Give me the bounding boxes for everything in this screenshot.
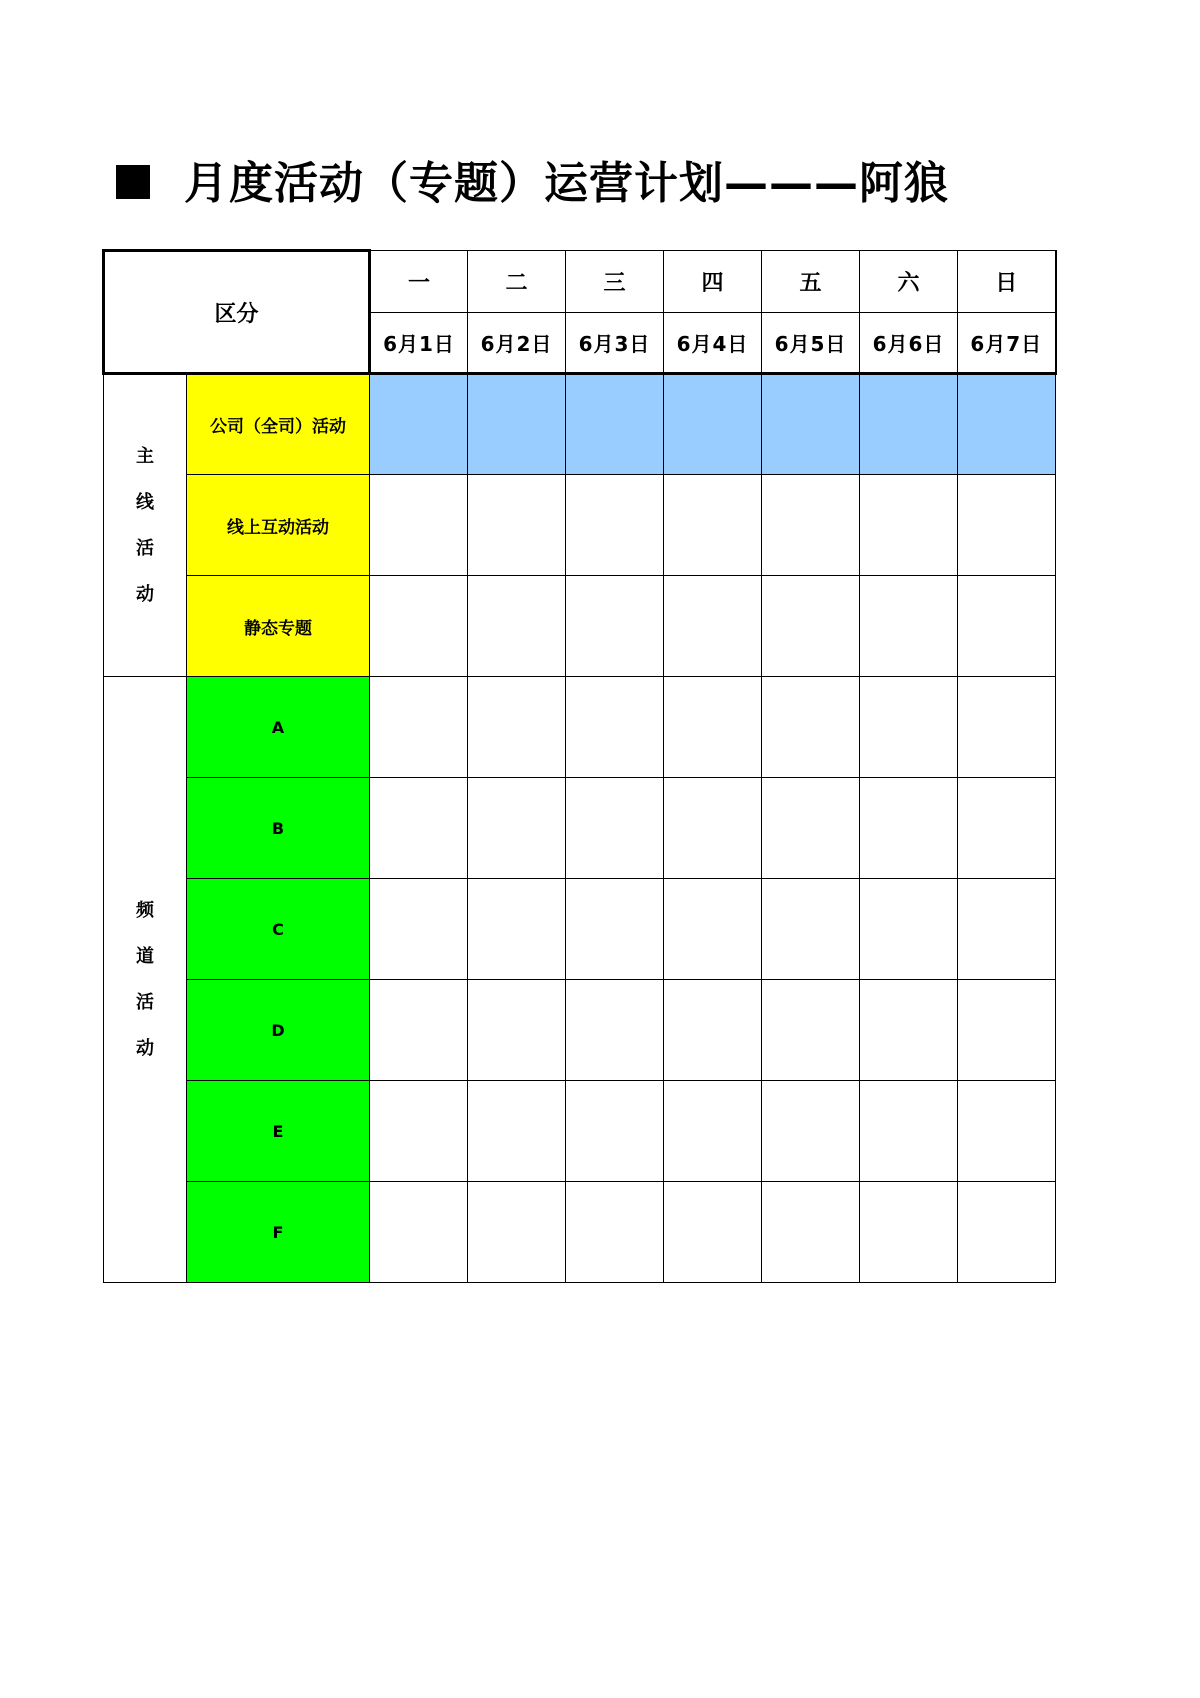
plan-cell[interactable]	[370, 374, 468, 475]
group-label-char: 线	[136, 491, 154, 513]
plan-cell[interactable]	[762, 475, 860, 576]
plan-cell[interactable]	[664, 475, 762, 576]
plan-cell[interactable]	[566, 475, 664, 576]
group-label-main-activities	[104, 374, 187, 677]
plan-cell[interactable]	[468, 879, 566, 980]
date-header: 6月1日	[370, 313, 468, 374]
plan-cell[interactable]	[468, 778, 566, 879]
plan-cell[interactable]	[762, 374, 860, 475]
plan-cell[interactable]	[958, 374, 1056, 475]
plan-cell[interactable]	[958, 778, 1056, 879]
weekday-header: 六	[860, 251, 958, 313]
row-label-static-topic: 静态专题	[187, 576, 370, 677]
plan-cell[interactable]	[958, 1182, 1056, 1283]
plan-cell[interactable]	[860, 1081, 958, 1182]
plan-cell[interactable]	[664, 374, 762, 475]
row-label-channel-b: B	[187, 778, 370, 879]
square-bullet-icon	[116, 165, 150, 199]
row-label-company-activity: 公司（全司）活动	[187, 374, 370, 475]
plan-cell[interactable]	[664, 980, 762, 1081]
group-label-channel-activities	[104, 677, 187, 1283]
weekday-header: 五	[762, 251, 860, 313]
plan-cell[interactable]	[370, 677, 468, 778]
group-label-char: 动	[136, 1037, 154, 1059]
plan-cell[interactable]	[958, 475, 1056, 576]
title-container	[0, 150, 1049, 220]
plan-cell[interactable]	[762, 879, 860, 980]
plan-cell[interactable]	[762, 677, 860, 778]
plan-cell[interactable]	[762, 778, 860, 879]
category-header: 区分	[104, 251, 370, 374]
weekday-header: 三	[566, 251, 664, 313]
plan-cell[interactable]	[860, 778, 958, 879]
plan-cell[interactable]	[958, 576, 1056, 677]
group-label-char: 活	[136, 991, 154, 1013]
plan-cell[interactable]	[370, 980, 468, 1081]
plan-cell[interactable]	[762, 576, 860, 677]
row-label-channel-c: C	[187, 879, 370, 980]
plan-cell[interactable]	[566, 879, 664, 980]
activity-plan-table	[102, 249, 1057, 1283]
plan-cell[interactable]	[860, 576, 958, 677]
plan-cell[interactable]	[664, 1182, 762, 1283]
plan-cell[interactable]	[468, 475, 566, 576]
plan-cell[interactable]	[468, 1182, 566, 1283]
weekday-header: 日	[958, 251, 1056, 313]
group-label-char: 主	[136, 445, 154, 467]
group-label-char: 活	[136, 537, 154, 559]
plan-cell[interactable]	[566, 980, 664, 1081]
plan-cell[interactable]	[566, 374, 664, 475]
plan-cell[interactable]	[860, 879, 958, 980]
plan-cell[interactable]	[664, 576, 762, 677]
plan-cell[interactable]	[762, 1182, 860, 1283]
page-title-text: 月度活动（专题）运营计划———阿狼	[184, 158, 949, 209]
plan-cell[interactable]	[860, 1182, 958, 1283]
date-header: 6月7日	[958, 313, 1056, 374]
plan-cell[interactable]	[664, 879, 762, 980]
plan-cell[interactable]	[566, 576, 664, 677]
plan-cell[interactable]	[664, 677, 762, 778]
plan-cell[interactable]	[370, 475, 468, 576]
date-header: 6月4日	[664, 313, 762, 374]
date-header: 6月2日	[468, 313, 566, 374]
plan-cell[interactable]	[370, 879, 468, 980]
plan-cell[interactable]	[566, 778, 664, 879]
weekday-header: 四	[664, 251, 762, 313]
date-header: 6月5日	[762, 313, 860, 374]
row-label-channel-e: E	[187, 1081, 370, 1182]
row-label-channel-d: D	[187, 980, 370, 1081]
plan-cell[interactable]	[860, 374, 958, 475]
plan-cell[interactable]	[860, 677, 958, 778]
plan-cell[interactable]	[566, 1182, 664, 1283]
plan-cell[interactable]	[566, 1081, 664, 1182]
plan-cell[interactable]	[762, 980, 860, 1081]
date-header: 6月3日	[566, 313, 664, 374]
date-header: 6月6日	[860, 313, 958, 374]
plan-cell[interactable]	[468, 1081, 566, 1182]
plan-cell[interactable]	[762, 1081, 860, 1182]
plan-cell[interactable]	[468, 677, 566, 778]
plan-cell[interactable]	[370, 576, 468, 677]
plan-cell[interactable]	[468, 980, 566, 1081]
plan-cell[interactable]	[664, 1081, 762, 1182]
plan-cell[interactable]	[370, 778, 468, 879]
group-label-char: 道	[136, 945, 154, 967]
row-label-channel-a: A	[187, 677, 370, 778]
page-title	[116, 156, 949, 212]
plan-cell[interactable]	[958, 980, 1056, 1081]
group-label-char: 频	[136, 899, 154, 921]
plan-cell[interactable]	[860, 980, 958, 1081]
plan-cell[interactable]	[468, 576, 566, 677]
plan-cell[interactable]	[370, 1182, 468, 1283]
group-label-char: 动	[136, 583, 154, 605]
plan-cell[interactable]	[664, 778, 762, 879]
plan-cell[interactable]	[860, 475, 958, 576]
plan-cell[interactable]	[370, 1081, 468, 1182]
plan-cell[interactable]	[958, 1081, 1056, 1182]
weekday-header: 一	[370, 251, 468, 313]
plan-cell[interactable]	[958, 677, 1056, 778]
plan-cell[interactable]	[468, 374, 566, 475]
weekday-header: 二	[468, 251, 566, 313]
plan-cell[interactable]	[958, 879, 1056, 980]
row-label-online-interactive: 线上互动活动	[187, 475, 370, 576]
plan-cell[interactable]	[566, 677, 664, 778]
row-label-channel-f: F	[187, 1182, 370, 1283]
